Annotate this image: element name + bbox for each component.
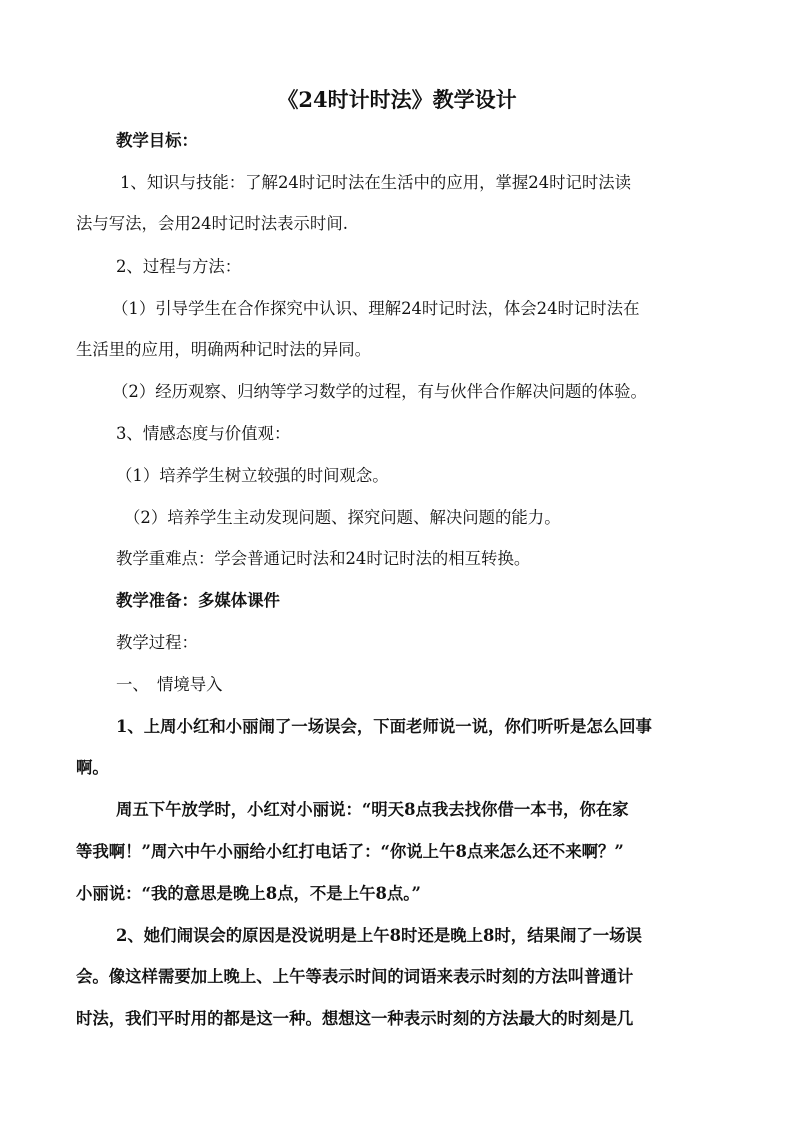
- paragraph-line: 1、知识与技能：了解24时记时法在生活中的应用，掌握24时记时法读: [120, 173, 632, 192]
- paragraph-line: 生活里的应用，明确两种记时法的异同。: [76, 340, 372, 359]
- paragraph-line: （1）引导学生在合作探究中认识、理解24时记时法，体会24时记时法在: [112, 299, 640, 318]
- paragraph-line: 啊。: [76, 758, 109, 777]
- paragraph-line: （2）经历观察、归纳等学习数学的过程，有与伙伴合作解决问题的体验。: [112, 382, 647, 401]
- paragraph-line: 小丽说：“我的意思是晚上8点，不是上午8点。”: [76, 884, 421, 903]
- paragraph-line: 2、过程与方法：: [116, 257, 242, 276]
- paragraph-line: 周五下午放学时，小红对小丽说：“明天8点我去找你借一本书，你在家: [116, 800, 629, 819]
- document-title: 《24时计时法》教学设计: [277, 87, 517, 112]
- section-heading-preparation: 教学准备：多媒体课件: [116, 591, 280, 610]
- section-heading-objectives: 教学目标：: [116, 131, 198, 150]
- paragraph-line: （2）培养学生主动发现问题、探究问题、解决问题的能力。: [124, 508, 561, 527]
- paragraph-line: 1、上周小红和小丽闹了一场误会，下面老师说一说，你们听听是怎么回事: [116, 717, 652, 736]
- paragraph-line: 会。像这样需要加上晚上、上午等表示时间的词语来表示时刻的方法叫普通计: [76, 967, 634, 986]
- paragraph-line: 等我啊！”周六中午小丽给小红打电话了：“你说上午8点来怎么还不来啊？”: [76, 842, 624, 861]
- paragraph-line: 教学过程：: [116, 633, 198, 652]
- paragraph-line: 法与写法，会用24时记时法表示时间.: [76, 214, 348, 233]
- section-heading-intro: 一、 情境导入: [116, 675, 223, 694]
- paragraph-line: 3、情感态度与价值观：: [116, 424, 291, 443]
- paragraph-line: （1）培养学生树立较强的时间观念。: [116, 466, 389, 485]
- paragraph-line: 时法，我们平时用的都是这一种。想想这一种表示时刻的方法最大的时刻是几: [76, 1009, 634, 1028]
- paragraph-line: 教学重难点：学会普通记时法和24时记时法的相互转换。: [116, 549, 531, 568]
- paragraph-line: 2、她们闹误会的原因是没说明是上午8时还是晚上8时，结果闹了一场误: [116, 926, 642, 945]
